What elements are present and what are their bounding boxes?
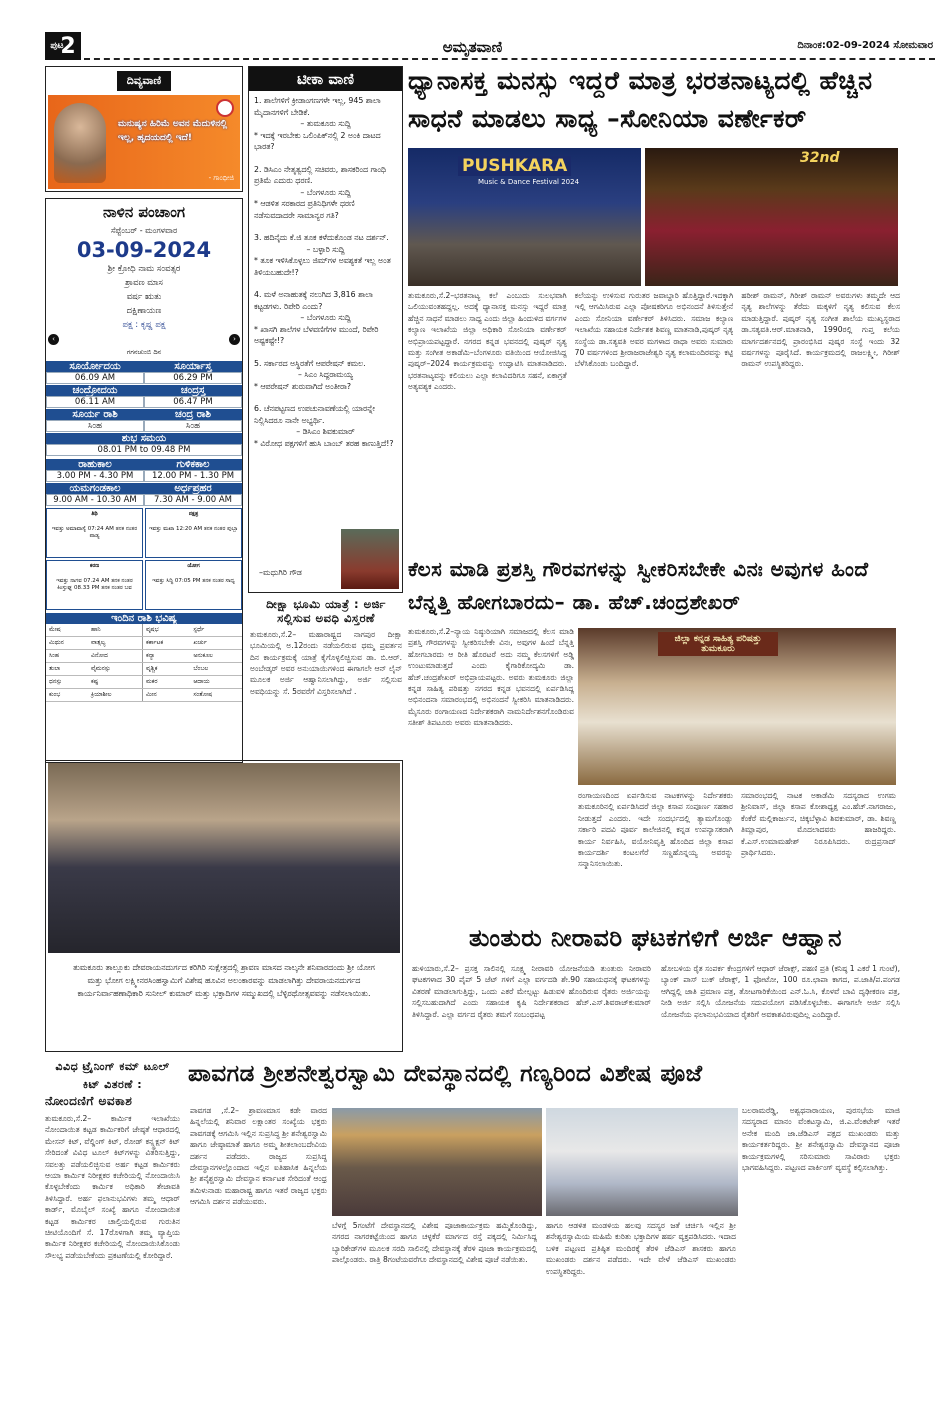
panchanga-label: ಯಮಗಂಡಕಾಲ [46,482,144,494]
masa: ಶ್ರಾವಣ ಮಾಸ [125,278,163,288]
divyavani-quote: ಮನುಷ್ಯನ ಹಿರಿಮೆ ಅವನ ಮೆದುಳಿನಲ್ಲಿ ಇಲ್ಲ, ಹೃದಯದಲ್ಲಿ ಇದೆ! [118,119,228,143]
panchanga-box [45,198,243,763]
rashi-cell: ವೃಶ್ಚಿಕ [142,663,190,676]
toolkit-headline: ವಿವಿಧ ಟ್ರೈನಿಂಗ್ ಕಮ್ ಟೂಲ್ ಕಿಟ್ ವಿತರಣೆ : [55,1060,170,1091]
panchanga-value: 06.47 PM [144,396,242,408]
temple-photo-box [45,760,403,1052]
kasapa-banner: ಜಿಲ್ಲಾ ಕನ್ನಡ ಸಾಹಿತ್ಯ ಪರಿಷತ್ತು ತುಮಕೂರು [658,632,778,656]
panchanga-label: ಚಂದ್ರ ರಾಶಿ [144,408,242,420]
quote-author: - ಗಾಂಧೀಜಿ [208,174,234,182]
rashi-cell: ತುಲಾ [46,663,88,676]
teeka-item [254,403,397,449]
toolkit-story [45,1058,180,1403]
rashi-cell: ಅನುಕೂಲ [190,650,242,663]
paksha: ಪಕ್ಷ : ಕೃಷ್ಣ ಪಕ್ಷ [122,320,166,330]
panchanga-row [46,360,242,372]
rashi-cell: ಸಿಂಹ [46,650,88,663]
divyavani-title: ದಿವ್ಯವಾಣಿ [117,71,171,91]
rashi-cell: ಧನಸ್ಸು [46,676,88,689]
rashi-cell: ಕುಂಭ [46,689,88,702]
rashi-cell: ಕ್ರಿಯಾಶೀಲ [88,689,142,702]
teeka-source: – ಡಿಸಿಎಂ ಶಿವಕುಮಾರ್ [296,427,355,436]
rashi-row [46,663,242,676]
rashi-title: ಇಂದಿನ ರಾಶಿ ಭವಿಷ್ಯ [46,612,242,624]
prev-arrow-icon[interactable]: ‹ [48,334,59,345]
panchanga-values [46,420,242,432]
rashi-row [46,637,242,650]
lead-column: ತುಮಕೂರು,ಸೆ.2–ಭರತನಾಟ್ಯ ಕಲೆ ಎಂಬುದು ಸುಲಭವಾಗಿ ಒಲಿಯುವಂತಹದ್ದಲ್ಲ. ಅದಕ್ಕೆ ಧ್ಯಾನಾಸಕ್ತ ಮನಸ್ಸು ಇದ್ದರೆ ಮಾತ್ರ ಹೆಚ್ಚಿನ ಸಾಧನೆ ಮಾಡಲು ಸಾಧ್ಯ ಎಂದು ಜಿಲ್ಲಾ ಹಿಂದುಳಿದ ವರ್ಗಗಳ ಕಲ್ಯಾಣ ಇಲಾಖೆಯ ಜಿಲ್ಲಾ ಅಧಿಕಾರಿ ಸೋನಿಯಾ ವರ್ಣೇಕರ್ ಅಭಿಪ್ರಾಯಪಟ್ಟದ್ದಾರೆ. ನಗರದ ಕನ್ನಡ ಭವನದಲ್ಲಿ ಪುಷ್ಕರ್ ನೃತ್ಯ ಮತ್ತು ಸಂಗೀತ ಅಕಾಡೆಮಿ–ಬೆಂಗಳೂರು ವತಿಯಿಂದ ಆಯೋಜಿಸಿದ್ದ ಪುಷ್ಕರ್–2024 ಕಾರ್ಯಕ್ರಮವನ್ನು ಉದ್ಘಾಟಿಸಿ ಮಾತನಾಡಿದರು. ಭರತನಾಟ್ಯವನ್ನು ಕಲಿಯಲು ಎಲ್ಲಾ ಕಲಾವಿದರಿಗೂ ಸಹನೆ, ಏಕಾಗ್ರತೆ ಅತ್ಯವಶ್ಯಕ ಎಂದರು. [408,291,567,392]
teeka-news: 2. ಡಿಸಿಎಂ ನೇತೃತ್ವದಲ್ಲಿ ಸಚಿವರು, ಶಾಸಕರಿಂದ ಗಾಂಧಿ ಪ್ರತಿಮೆ ಎದುರು ಧರಣಿ. [254,164,386,185]
honour-body [578,790,896,918]
panchanga-date: 03-09-2024 [76,238,212,262]
rashi-row [46,676,242,689]
lead-photo-inauguration [408,148,641,286]
toolkit-body: ತುಮಕೂರು,ಸೆ.2– ಕಾರ್ಮಿಕ ಇಲಾಖೆಯು ನೋಂದಾಯಿತ ಕಟ್ಟಡ ಕಾರ್ಮಿಕರಿಗೆ ಜೇಷ್ಠತೆ ಆಧಾರದಲ್ಲಿ ಮೇಸನ್ ಕಿಟ್, ವೆಲ್ಡಿಂಗ್ ಕಿಟ್, ರೋಡ್ ಕನ್ಸ್ಟ್ರಕ್ಷನ್ ಕಿಟ್ ಸೇರಿದಂತೆ ವಿವಿಧ ಟೂಲ್ ಕಿಟ್‌ಗಳನ್ನು ವಿತರಿಸುತ್ತಿದ್ದು, ಸವಲತ್ತು ಪಡೆಯಲಿಚ್ಛಿಸುವ ಅರ್ಹ ಕಟ್ಟಡ ಕಾರ್ಮಿಕರು ಆಯಾ ಕಾರ್ಮಿಕ ನಿರೀಕ್ಷಕರ ಕಚೇರಿಯಲ್ಲಿ ನೋಂದಾಯಿಸಿ ಕೊಳ್ಳಬೇಕೆಂದು ಕಾರ್ಮಿಕ ಅಧಿಕಾರಿ ತೇಜಾವತಿ ತಿಳಿಸಿದ್ದಾರೆ. ಅರ್ಹ ಫಲಾನುಭವಿಗಳು ತಮ್ಮ ಆಧಾರ್ ಕಾರ್ಡ್, ಮೊಬೈಲ್ ಸಂಖ್ಯೆ ಹಾಗೂ ನೋಂದಾಯಿತ ಕಟ್ಟಡ ಕಾರ್ಮಿಕರ ಚಾಲ್ತಿಯಲ್ಲಿರುವ ಗುರುತಿನ ಚೀಟಿಯೊಂದಿಗೆ ಸೆ. 17ರೊಳಗಾಗಿ ತಮ್ಮ ವ್ಯಾಪ್ತಿಯ ಕಾರ್ಮಿಕ ನಿರೀಕ್ಷಕರ ಕಚೇರಿಯಲ್ಲಿ ನೋಂದಾಯಿಸಿಕೊಂಡು ಸೌಲಭ್ಯ ಪಡೆಯಬೇಕೆಂದು ಪ್ರಕಟಣೆಯಲ್ಲಿ ಕೋರಿದ್ದಾರೆ. [45,1114,180,1260]
panchanga-label: ಸೂರ್ಯ ರಾಶಿ [46,408,144,420]
pavagada-column: ಹಾಗೂ ಆಡಳಿತ ಮಂಡಳಿಯ ಹಲವು ಸದಸ್ಯರ ಜತೆ ಚರ್ಚಿಸಿ ಇಲ್ಲಿನ ಶ್ರೀ ಶನೇಶ್ವರಸ್ವಾಮಿಯ ಮಹಿಮೆ ಕುರಿತು ಭಕ್ತಾದಿಗಳ ಹರ್ಷ ವ್ಯಕ್ತಪಡಿಸಿದರು. ಇದಾದ ಬಳಿಕ ಪಟ್ಟಣದ ಪ್ರತಿಷ್ಠಿತ ಮಂದಿರಕ್ಕೆ ತೆರಳಿ ಜೆಡಿಎಸ್ ಶಾಸಕರು ಹಾಗೂ ಮುಖಂಡರು ದರ್ಶನ ಪಡೆದರು. ಇದೇ ವೇಳೆ ಜೆಡಿಎಸ್ ಮುಖಂಡರು ಉಪಸ್ಥಿತರಿದ್ದರು. [546,1221,736,1276]
detail-title: ಯೋಗ [187,563,200,569]
panchanga-label: ಅರ್ಧಪ್ರಹರ [144,482,242,494]
deeksha-headline: ದೀಕ್ಷಾ ಭೂಮಿ ಯಾತ್ರೆ : ಅರ್ಜಿ ಸಲ್ಲಿಸುವ ಅವಧಿ ವಿಸ್ತರಣೆ [266,597,386,626]
pushkara-banner-sub: Music & Dance Festival 2024 [478,178,580,186]
rashi-cell: ಕನ್ಯಾ [142,650,190,663]
panchanga-label: ಗುಳಿಕಕಾಲ [144,458,242,470]
rashi-cell: ಖರ್ಚು [190,637,242,650]
panchanga-value: 3.00 PM - 4.30 PM [46,470,144,482]
panchanga-detail-box [145,560,242,610]
teeka-comment: * ವಿರೋಧ ಪಕ್ಷಗಳಿಗೆ ಹುಸಿ ಬಾಂಬ್ ತರಹ ಕಾಣುತ್ತಿದೆ!? [254,438,394,448]
teeka-comment: * ಆಪರೇಷನ್ ಶುರುವಾಗಿದೆ ಅಂತೀರಾ? [254,381,352,391]
teeka-item [254,289,397,347]
panchanga-detail-box [46,508,143,558]
rashi-cell: ವೃಷಭ [142,624,190,637]
rashi-cell: ಸ್ಪರ್ಧೆ [190,624,242,637]
teeka-item [254,358,397,393]
detail-value: ಇವತ್ತು ಅಮಾವಾಸ್ಯೆ 07:24 AM ತನಕ ನಂತರ ಪಾಡ್ಯ [51,526,138,539]
lead-photo-dance [645,148,898,286]
honour-column: ರಂಗಾಯಣದಿಂದ ಏರ್ಪಡಿಸುವ ನಾಟಕಗಳನ್ನು ನಿರ್ದೇಶಕರು ತುಮಕೂರಿನಲ್ಲಿ ಏರ್ಪಡಿಸಿದರೆ ಜಿಲ್ಲಾ ಕಸಾಪ ಸಂಪೂರ್ಣ ಸಹಕಾರ ನೀಡುತ್ತದೆ ಎಂದರು. ಇದೇ ಸಂದರ್ಭದಲ್ಲಿ ತ್ಯಾಮಗೊಂಡ್ಲು ಸರ್ಕಾರಿ ಪದವಿ ಪೂರ್ವ ಕಾಲೇಜಿನಲ್ಲಿ ಕನ್ನಡ ಉಪನ್ಯಾಸಕರಾಗಿ ಕಾರ್ಯ ನಿರ್ವಹಿಸಿ, ವಯೋನಿವೃತ್ತಿ ಹೊಂದಿದ ಜಿಲ್ಲಾ ಕಸಾಪ ಕಾರ್ಯದರ್ಶಿ ಕಂಟಲಗೆರೆ ಸಣ್ಣಹೊನ್ನಯ್ಯ ಅವರನ್ನು ಸನ್ಮಾನಿಸಲಾಯಿತು. [578,791,733,869]
rashi-cell: ಆದಾಯ [190,676,242,689]
teeka-author: –ಮಧುಗಿರಿ ಗೌಡ [259,568,302,577]
rashi-cell: ಮಕರ [142,676,190,689]
panchanga-value: 06.11 AM [46,396,144,408]
stage-32nd-text: 32nd [800,150,840,166]
issue-date: ದಿನಾಂಕ:02-09-2024 ಸೋಮವಾರ [797,40,933,51]
teeka-item [254,164,397,222]
page-label: ಪುಟ [50,40,64,51]
honour-headline: ಕೆಲಸ ಮಾಡಿ ಪ್ರಶಸ್ತಿ ಗೌರವಗಳನ್ನು ಸ್ವೀಕರಿಸಬೇಕೇ ವಿನಃ ಅವುಗಳ ಹಿಂದೆ ಬೆನ್ನತ್ತಿ ಹೋಗಬಾರದು– ಡಾ. ಹೆಚ್.ಚಂದ್ರಶೇಖರ್ [408,557,869,614]
panchanga-value: 12.00 PM - 1.30 PM [144,470,242,482]
temple-crowd-photo [48,763,400,953]
detail-value: ಇವತ್ತು ಸಿದ್ಧಿ 07:05 PM ತನಕ ನಂತರ ಸಾಧ್ಯ [152,578,235,584]
panchanga-title: ನಾಳಿನ ಪಂಚಾಂಗ [103,203,185,221]
teeka-item [254,95,397,153]
pavagada-crowd-photo [332,1108,542,1216]
teeka-item [254,232,397,278]
lead-body [408,290,900,548]
next-arrow-icon[interactable]: › [229,334,240,345]
shubha-value: 08.01 PM to 09.48 PM [46,444,242,456]
deeksha-story [250,597,402,697]
pushkara-banner: PUSHKARA [458,156,571,176]
panchanga-row [46,482,242,494]
teeka-source: – ಬೆಂಗಳೂರು ಸುದ್ದಿ [300,187,351,197]
rashi-cell: ಮೇಷ [46,624,88,637]
gandhi-quote-banner [48,95,240,189]
honour-column: ಸಮಾರಂಭದಲ್ಲಿ ನಾಟಕ ಅಕಾಡೆಮಿ ಸದಸ್ಯರಾದ ಉಗಮ ಶ್ರೀನಿವಾಸ್, ಜಿಲ್ಲಾ ಕಸಾಪ ಕೋಶಾಧ್ಯಕ್ಷ ಎಂ.ಹೆಚ್.ನಾಗರಾಜು, ಕೆಂಕೆರೆ ಮಲ್ಲಿಕಾರ್ಜುನ, ಚಿಕ್ಕಬೆಳ್ಳಾವಿ ಶಿವಕುಮಾರ್, ಡಾ. ಶಿವಣ್ಣ ತಿಮ್ಲಾಪುರ, ಮೊದಲಾದವರು ಹಾಜರಿದ್ದರು. ಕೆ.ಎಸ್.ಉಮಾಮಹೇಶ್ ನಿರೂಪಿಸಿದರು. ರುದ್ರಪ್ರಸಾದ್ ಪ್ರಾರ್ಥಿಸಿದರು. [741,791,896,858]
rashi-row [46,650,242,663]
drip-column: ಹುಳಿಯಾರು,ಸೆ.2– ಪ್ರಸಕ್ತ ಸಾಲಿನಲ್ಲಿ ಸೂಕ್ಷ್ಮ ನೀರಾವರಿ ಯೋಜನೆಯಡಿ ತುಂತುರು ನೀರಾವರಿ ಘಟಕಗಳಾದ 30 ಪೈಪ್ 5 ಜೆಟ್ ಗಳಿಗೆ ಎಲ್ಲಾ ವರ್ಗದಡಿ ಶೇ.90 ಸಹಾಯಧನಕ್ಕೆ ಘಟಕಗಳನ್ನು ವಿತರಣೆ ಮಾಡಲಾಗುತ್ತಿದ್ದು, ಒಂದು ಎಕರೆ ಮೇಲ್ಪಟ್ಟು ಹಿಡುವಳಿ ಹೊಂದಿರುವ ರೈತರು ಅರ್ಜಿಯನ್ನು ಸಲ್ಲಿಸಬಹುದಾಗಿದೆ ಎಂದು ಸಹಾಯಕ ಕೃಷಿ ನಿರ್ದೇಶಕರಾದ ಹೆಚ್.ಎಸ್.ಶಿವರಾಜ್‌ಕುಮಾರ್ ತಿಳಿಸಿದ್ದಾರೆ. ಎಲ್ಲಾ ವರ್ಗದ ರೈತರು ತಮಗೆ ಸಂಬಂಧಪಟ್ಟ [412,964,651,1019]
rutu: ವರ್ಷ ಋತು [126,292,162,302]
rashi-row [46,624,242,637]
teeka-vaani-box [248,66,403,593]
rashi-cell: ವೈಮನಸ್ಸು [88,663,142,676]
panchanga-value: 06.09 AM [46,372,144,384]
panchanga-value: ಸಿಂಹ [46,420,144,432]
panchanga-value: ಸಿಂಹ [144,420,242,432]
pavagada-column: ಪಾವಗಡ ,ಸೆ.2– ಶ್ರಾವಣಮಾಸ ಕಡೇ ವಾರದ ಹಿನ್ನಲೆಯಲ್ಲಿ ಶನಿವಾರ ಲಕ್ಷಾಂತರ ಸಂಖ್ಯೆಯ ಭಕ್ತರು ಪಾವಗಡಕ್ಕೆ ಆಗಮಿಸಿ ಇಲ್ಲಿನ ಸುಪ್ರಸಿದ್ಧ ಶ್ರೀ ಶನೇಶ್ವರಸ್ವಾಮಿ ಹಾಗೂ ಜೇಷ್ಠಾಮಾತೆ ಹಾಗೂ ಅಮ್ಮ ಶೀತಲಾಂಬದೇವಿಯ ದರ್ಶನ ಪಡೆದರು. ರಾಜ್ಯದ ಸುಪ್ರಸಿದ್ಧ ದೇವಸ್ಥಾನಗಳಲ್ಲೊಂದಾದ ಇಲ್ಲಿನ ಐತಿಹಾಸಿಕ ಹಿನ್ನಲೆಯ ಶ್ರೀ ಶನೈಶ್ಚರಸ್ವಾಮಿ ದೇವಸ್ಥಾನ ಕರ್ನಾಟಕ ಸೇರಿದಂತೆ ಆಂಧ್ರ ತಮಿಳುನಾಡು ಮಹಾರಾಷ್ಟ್ರ ಹಾಗೂ ಇತರೆ ರಾಜ್ಯದ ಭಕ್ತರು ಆಗಮಿಸಿ ದರ್ಶನ ಪಡೆಯುವರು. [190,1106,327,1207]
header-divider [84,58,935,60]
pavagada-column: ಬಲರಾಮರೆಡ್ಡಿ, ಅಶ್ವಥನಾರಾಯಣ, ಪುರಸಭೆಯ ಮಾಜಿ ಸದಸ್ಯರಾದ ಮಾನಂ ವೆಂಕಟಸ್ವಾಮಿ, ಜಿ.ಎ.ವೆಂಕಟೇಶ್ ಇತರೆ ಅನೇಕ ಮಂದಿ ಜಾ.ಜೆಡಿಎಸ್ ಪಕ್ಷದ ಮುಖಂಡರು ಮತ್ತು ಕಾರ್ಯಕರ್ತರಿದ್ದರು. ಶ್ರೀ ಶನೇಶ್ವರಸ್ವಾಮಿ ದೇವಸ್ಥಾನದ ಪೂಜಾ ಕಾರ್ಯಕ್ರಮಗಳಲ್ಲಿ ಸರಿಸುಮಾರು ಸಾವಿರಾರು ಭಕ್ತರು ಭಾಗವಹಿಸಿದ್ದರು. ಪಟ್ಟಣದ ಪಾರ್ಕಿಂಗ್ ವ್ಯವಸ್ಥೆ ಕಲ್ಪಿಸಲಾಗಿತ್ತು. [742,1106,900,1173]
rashi-cell: ಕರ್ಕಾಟಕ [142,637,190,650]
newspaper-name: ಅಮೃತವಾಣಿ [442,38,503,56]
detail-value: ಇವತ್ತು ಮಖಾ 12:20 AM ತನಕ ನಂತರ ಪುಬ್ಬಾ [149,526,238,532]
ayana: ದಕ್ಷಿಣಾಯಣ [126,306,162,316]
panchanga-values [46,494,242,506]
pavagada-column: ಬೆಳಗ್ಗೆ 5ಗಂಟೆಗೆ ದೇವಸ್ಥಾನದಲ್ಲಿ ವಿಶೇಷ ಪೂಜಾಕಾರ್ಯಕ್ರಮ ಹಮ್ಮಿಕೊಂಡಿದ್ದು, ನಗರದ ನಾಗರಕಟ್ಟೆಯಿಂದ ಹಾಗೂ ಚಳ್ಳಕೆರೆ ಮಾರ್ಗದ ರಸ್ತೆ ಪಕ್ಕದಲ್ಲಿ ನಿರ್ಮಿಸಿದ್ದ ಬ್ಯಾರಿಕೇಡ್‌ಗಳ ಮೂಲಕ ಸರದಿ ಸಾಲಿನಲ್ಲಿ ದೇವಸ್ಥಾನಕ್ಕೆ ತೆರಳಿ ಪೂಜಾ ಕಾರ್ಯಕ್ರಮದಲ್ಲಿ ಪಾಲ್ಗೊಂಡರು. ರಾತ್ರಿ 8ಗಂಟೆಯವರೆಗೂ ದೇವಸ್ಥಾನದಲ್ಲಿ ವಿಶೇಷ ಪೂಜೆ ನಡೆಯಿತು. [332,1221,537,1265]
panchanga-label: ಚಂದ್ರೋದಯ [46,384,144,396]
panchanga-value: 7.30 AM - 9.00 AM [144,494,242,506]
teeka-news: 4. ಮಳೆ ಅನಾಹುತಕ್ಕೆ ನಲುಗಿದ 3,816 ಶಾಲಾ ಕಟ್ಟಡಗಳು. ರಿಪೇರಿ ಎಂದು? [254,290,373,311]
samvatsara: ಶ್ರೀ ಕ್ರೋಧಿ ನಾಮ ಸಂವತ್ಸರ [107,264,181,274]
panchanga-row [46,408,242,420]
panchanga-value: 06.29 PM [144,372,242,384]
toolkit-subhead: ನೋಂದಣಿಗೆ ಅವಕಾಶ [45,1094,133,1108]
panchanga-label: ಸೂರ್ಯೋದಯ [46,360,144,372]
teeka-news: 3. ಹದಿನೈದು ಕೆ.ಜಿ ತೂಕ ಕಳೆದುಕೊಂಡ ನಟ ದರ್ಶನ್. [254,233,389,242]
rashi-cell: ಹಾನಿ [88,624,142,637]
lead-column: ಕಲೆಯನ್ನು ಉಳಿಸುವ ಗುರುತರ ಜವಾಬ್ದಾರಿ ಹೊತ್ತಿದ್ದಾರೆ.ಇದಕ್ಕಾಗಿ ಇಲ್ಲಿ ಆಗಮಿಸಿರುವ ಎಲ್ಲಾ ಪೋಷಕರಿಗೂ ಅಭಿನಂದನೆ ತಿಳಿಸುತ್ತೇನೆ ಎಂದು ಸೋನಿಯಾ ವರ್ಣೇಕರ್ ತಿಳಿಸಿದರು. ಸಮಾಜ ಕಲ್ಯಾಣ ಇಲಾಖೆಯ ಸಹಾಯಕ ನಿರ್ದೇಶಕ ಶಿವಣ್ಣ ಮಾತನಾಡಿ,ಪುಷ್ಕರ್ ನೃತ್ಯ ಸಂಸ್ಥೆಯ ಡಾ.ಸತ್ಯವತಿ ಅವರ ಮಗಳಾದ ರಾಧಾ ಅವರು ಸುಮಾರು 70 ವರ್ಷಗಳಿಂದ ಶ್ರೀರಾಜರಾಜೇಶ್ವರಿ ನೃತ್ಯ ಕಲಾಮಂದಿರವನ್ನು ಕಟ್ಟಿ ಬೆಳೆಸಿಕೊಂಡು ಬಂದಿದ್ದಾರೆ. [574,291,734,369]
panchanga-value: 9.00 AM - 10.30 AM [46,494,144,506]
emblem-icon [216,99,234,117]
drip-column: ಹೋಬಳಿಯ ರೈತ ಸಂಪರ್ಕ ಕೇಂದ್ರಗಳಿಗೆ ಆಧಾರ್ ಜೆರಾಕ್ಸ್, ಪಹಣಿ ಪ್ರತಿ (ಕನಿಷ್ಠ 1 ಎಕರೆ 1 ಗುಂಟೆ), ಬ್ಯಾಂಕ್ ಪಾಸ್ ಬುಕ್ ಜೆರಾಕ್ಸ್, 1 ಫೋಟೋ, 100 ರೂ.ಛಾಪಾ ಕಾಗದ, ಪ.ಜಾತಿ/ಪ.ಪಂಗಡ ಆಗಿದ್ದಲ್ಲಿ ಜಾತಿ ಪ್ರಮಾಣ ಪತ್ರ, ತೋಟಗಾರಿಕೆಯಿಂದ ಎನ್.ಓ.ಸಿ, ಕೊಳವೆ ಬಾವಿ ದೃಢೀಕರಣ ಪತ್ರ, ನೀಡಿ ಅರ್ಜಿ ಸಲ್ಲಿಸಿ ಯೋಜನೆಯ ಸದುಪಯೋಗ ಪಡಿಸಿಕೊಳ್ಳಬೇಕು. ಈಗಾಗಲೇ ಅರ್ಜಿ ಸಲ್ಲಿಸಿ ಯೋಜನೆಯ ಫಲಾನುಭವಿಯಾದ ರೈತರಿಗೆ ಅವಕಾಶವಿರುವುದಿಲ್ಲ ಎಂದಿದ್ದಾರೆ. [661,964,900,1019]
day-note: ಗಗನಚುಂಬಿ ದಿನ [126,348,162,356]
lead-headline: ಧ್ಯಾನಾಸಕ್ತ ಮನಸ್ಸು ಇದ್ದರೆ ಮಾತ್ರ ಭರತನಾಟ್ಯದಲ್ಲಿ ಹೆಚ್ಚಿನ ಸಾಧನೆ ಮಾಡಲು ಸಾಧ್ಯ –ಸೋನಿಯಾ ವರ್ಣೇಕರ್ [408,66,873,133]
divyavani-box [45,66,243,192]
teeka-news: 1. ಶಾಲೆಗಳಿಗೆ ಕ್ರೀಡಾಂಗಣಗಳೇ ಇಲ್ಲ, 945 ಶಾಲಾ ಮೈದಾನಗಳಿಗೆ ಬೇಡಿಕೆ. [254,96,381,117]
rashi-cell: ಸಂತೋಷ [190,689,242,702]
panchanga-row [46,384,242,396]
panchanga-values [46,372,242,384]
panchanga-values [46,396,242,408]
rashi-cell: ಬೆಂಬಲ [190,663,242,676]
panchanga-label: ಸೂರ್ಯಾಸ್ತ [144,360,242,372]
rashi-cell: ಮಿಥುನ [46,637,88,650]
rashi-cell: ಮೀನ [142,689,190,702]
honour-photo [578,628,896,785]
teeka-source: – ತುಮಕೂರು ಸುದ್ದಿ [300,119,351,128]
teeka-source: – ಸಿಎಂ ಸಿದ್ದರಾಮಯ್ಯ [297,370,354,379]
detail-title: ತಿಥಿ [91,511,98,517]
page-number: 2 [60,33,76,59]
panchanga-values [46,470,242,482]
rashi-cell: ವಾತ್ಸಲ್ಯ [88,637,142,650]
drip-headline: ತುಂತುರು ನೀರಾವರಿ ಘಟಕಗಳಿಗೆ ಅರ್ಜಿ ಆಹ್ವಾನ [468,924,843,952]
honour-column: ತುಮಕೂರು,ಸೆ.2–ನ್ಯಾಯ ನಿಷ್ಠುರಿಯಾಗಿ ಸಮಾಜದಲ್ಲಿ ಕೆಲಸ ಮಾಡಿ ಪ್ರಶಸ್ತಿ ಗೌರವಗಳನ್ನು ಸ್ವೀಕರಿಸಬೇಕೇ ವಿನಃ, ಅವುಗಳ ಹಿಂದೆ ಬೆನ್ನತ್ತಿ ಹೋಗಬಾರದು ಆ ರೀತಿ ಹೊರಟರೆ ಅದು ನಮ್ಮ ಕೆಲಸಗಳಿಗೆ ಅಡ್ಡಿ ಉಂಟುಮಾಡುತ್ತದೆ ಎಂದು ಕೈಗಾರಿಕೋದ್ಯಮಿ ಡಾ. ಹೆಚ್.ಚಂದ್ರಶೇಖರ್ ಅಭಿಪ್ರಾಯಪಟ್ಟರು. ಅವರು ತುಮಕೂರು ಜಿಲ್ಲಾ ಕನ್ನಡ ಸಾಹಿತ್ಯ ಪರಿಷತ್ತು ನಗರದ ಕನ್ನಡ ಭವನದಲ್ಲಿ ಏರ್ಪಡಿಸಿದ್ದ ಅಭಿನಂದನಾ ಸಮಾರಂಭದಲ್ಲಿ ಅಭಿನಂದನೆ ಸ್ವೀಕರಿಸಿ ಮಾತನಾಡಿದರು. ಮೈಸೂರು ರಂಗಾಯಣದ ನಿರ್ದೇಶಕರಾಗಿ ನಾಮನಿರ್ದೇಶನಗೊಂಡಿರುವ ಸತೀಶ್ ತಿಪಟೂರು ಅವರು ಮಾತನಾಡಿದರು. [408,627,574,728]
temple-photo-caption: ತುಮಕೂರು ತಾಲ್ಲೂಕು ದೇವರಾಯನದುರ್ಗದ ಕರಿಗಿರಿ ಸುಕ್ಷೇತ್ರದಲ್ಲಿ ಶ್ರಾವಣ ಮಾಸದ ನಾಲ್ಕನೇ ಶನಿವಾರದಂದು ಶ್ರೀ ಯೋಗ ಮತ್ತು ಭೋಗ ಲಕ್ಷ್ಮೀನರಸಿಂಹಸ್ವಾಮಿಗೆ ವಿಶೇಷ ಹೂವಿನ ಅಲಂಕಾರವನ್ನು ಮಾಡಲಾಗಿತ್ತು ದೇವರಾಯನದುರ್ಗದ ಕಾರ್ಯನಿರ್ವಾಹಣಾಧಿಕಾರಿ ಸುನೀಲ್ ಕುಮಾರ್ ಮತ್ತು ಭಕ್ತಾದಿಗಳ ಸಮ್ಮುಖದಲ್ಲಿ ಬೆಳ್ಳಿರಥೋತ್ಸವವನ್ನು ನಡೆಸಲಾಯಿತು. [73,963,375,998]
detail-value: ಇವತ್ತು ನಾಗವ 07.24 AM ತನಕ ನಂತರ ಕಿಂಸ್ತುಘ್ನ 08.33 PM ತನಕ ನಂತರ ಬವ [56,578,133,591]
panchanga-label: ರಾಹುಕಾಲ [46,458,144,470]
panchanga-month-day: ಸೆಪ್ಟೆಂಬರ್ - ಮಂಗಳವಾರ [110,226,178,235]
panchanga-detail-box [46,560,143,610]
teeka-comment: * ಆಡಳಿತ ಸರಕಾರದ ಪ್ರತಿನಿಧಿಗಳೇ ಧರಣಿ ನಡೆಸುವದಾದರೇ ಸಾಮಾನ್ಯರ ಗತಿ? [254,199,355,220]
author-photo [341,529,399,589]
detail-title: ನಕ್ಷತ್ರ [188,511,199,517]
panchanga-detail-box [145,508,242,558]
drip-body [412,963,900,1053]
gandhi-portrait [54,103,106,183]
teeka-source: – ಬಳ್ಳಾರಿ ಸುದ್ದಿ [306,244,345,254]
pavagada-headline: ಪಾವಗಡ ಶ್ರೀಶನೇಶ್ವರಸ್ವಾಮಿ ದೇವಸ್ಥಾನದಲ್ಲಿ ಗಣ್ಯರಿಂದ ವಿಶೇಷ ಪೂಜೆ [188,1061,703,1087]
teeka-comment: * ಖಾಸಗಿ ಶಾಲೆಗಳ ಬೆಳವಣಿಗೆಗಳ ಮುಂದೆ, ರಿಪೇರಿ ಅಷ್ಟಕಷ್ಟೇ!? [254,324,379,345]
panchanga-label: ಚಂದ್ರಸ್ತ [144,384,242,396]
lead-column: ಹರೀಶ್ ರಾಮನ್, ಗಿರೀಶ್ ರಾಮನ್ ಅವರುಗಳು ತಮ್ಮದೇ ಆದ ನೃತ್ಯ ಶಾಲೆಗಳನ್ನು ತೆರೆದು ಮಕ್ಕಳಿಗೆ ನೃತ್ಯ ಕಲಿಸುವ ಕೆಲಸ ಮಾಡುತ್ತಿದ್ದಾರೆ. ಪುಷ್ಕರ್ ನೃತ್ಯ ಸಂಗೀತ ಶಾಲೆಯ ಮುಖ್ಯಸ್ಥರಾದ ಡಾ.ಸತ್ಯವತಿ.ಆರ್.ಮಾತನಾಡಿ, 1990ರಲ್ಲಿ ಗುಪ್ತ ಕಲೆಯ ಮಾರ್ಗದರ್ಶನದಲ್ಲಿ ಪ್ರಾರಂಭಿಸಿದ ಪುಷ್ಕರ ಸಂಸ್ಥೆ ಇಂದು 32 ವರ್ಷಗಳನ್ನು ಪೂರೈಸಿದೆ. ಕಾರ್ಯಕ್ರಮದಲ್ಲಿ ರಾಜಲಕ್ಷ್ಮೀ, ಗಿರೀಶ್ ರಾಮನ್ ಉಪಸ್ಥಿತರಿದ್ದರು. [741,291,901,369]
rashi-row [46,689,242,702]
teeka-comment: * ತೂಕ ಇಳಿಸಿಕೊಳ್ಳಲು ಜಿಮ್‌ಗಳ ಅವಶ್ಯಕತೆ ಇಲ್ಲ ಅಂತ ತಿಳಿಯಬಹುದೇ!? [254,256,391,277]
detail-title: ಕರಣ [89,563,100,569]
pavagada-dignitaries-photo [546,1108,738,1216]
teeka-news: 5. ಸರ್ಕಾರದ ಅಸ್ಥಿರತೆಗೆ ಆಪರೇಷನ್ ಕಮಲ. [254,358,366,368]
deeksha-body: ತುಮಕೂರು,ಸೆ.2– ಮಹಾರಾಷ್ಟ್ರದ ನಾಗಪುರ ದೀಕ್ಷಾ ಭೂಮಿಯಲ್ಲಿ ಅ.12ರಂದು ನಡೆಯಲಿರುವ ಧಮ್ಮ ಪ್ರವರ್ತನ ದಿನ ಕಾರ್ಯಕ್ರಮಕ್ಕೆ ಯಾತ್ರೆ ಕೈಗೊಳ್ಳಲಿಚ್ಚಿಸುವ ಡಾ. ಬಿ.ಆರ್. ಅಂಬೇಡ್ಕರ್ ಅವರ ಅನುಯಾಯಿಗಳಿಂದ ಈಗಾಗಲೇ ಆನ್ ಲೈನ್ ಮೂಲಕ ಅರ್ಜಿ ಆಹ್ವಾನಿಸಲಾಗಿದ್ದು, ಅರ್ಜಿ ಸಲ್ಲಿಸುವ ಅವಧಿಯನ್ನು ಸೆ. 5ರವರೆಗೆ ವಿಸ್ತರಿಸಲಾಗಿದೆ . [250,629,402,696]
teeka-vaani-title: ಟೀಕಾ ವಾಣಿ [249,67,402,91]
teeka-source: – ಬೆಂಗಳೂರು ಸುದ್ದಿ [300,313,351,322]
shubha-label: ಶುಭ ಸಮಯ [46,432,242,444]
rashi-cell: ಕಷ್ಟ [88,676,142,689]
teeka-comment: * ಇದಕ್ಕೆ ಇರಬೇಕು ಒಲಿಂಪಿಕ್‌ನಲ್ಲಿ 2 ಅಂಕಿ ದಾಟದ ಭಾರತ? [254,130,381,151]
rashi-cell: ವಿನೋದ [88,650,142,663]
teeka-news: 6. ಚೆನಪಟ್ಟಣದ ಉಪಚುನಾವಣೆಯಲ್ಲಿ ಯಾರನ್ನೇ ನಿಲ್ಲಿಸಿದರೂ ನಾನೇ ಅಭ್ಯರ್ಥಿ. [254,404,376,425]
panchanga-row [46,458,242,470]
